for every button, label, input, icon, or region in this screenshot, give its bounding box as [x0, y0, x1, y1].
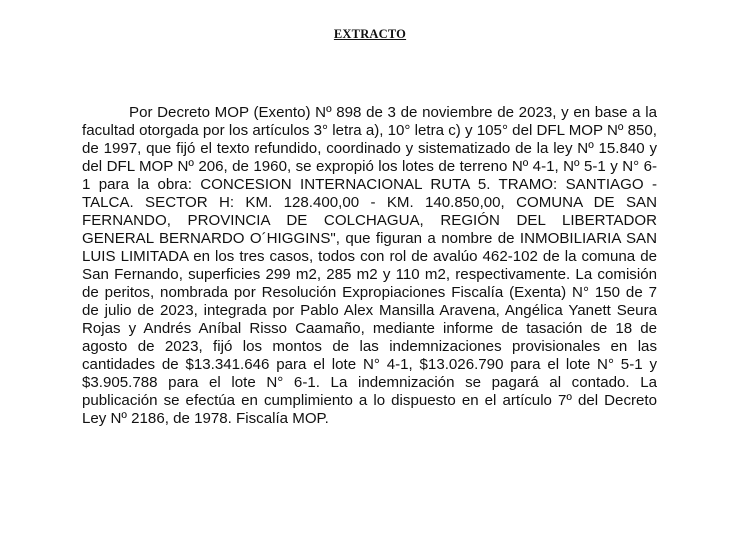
- document-body-paragraph: Por Decreto MOP (Exento) Nº 898 de 3 de noviembre de 2023, y en base a la facultad otorgada por los artículos 3° letra a), 10° letra c) y 105° del DFL MOP Nº 850, de 1997, que fijó el texto refundido, coordinado y sistematizado de la ley Nº 15.840 y del DFL MOP Nº 206, de 1960, se expropió los lotes de terreno Nº 4-1, Nº 5-1 y N° 6-1 para la obra: CONCESION INTERNACIONAL RUTA 5. TRAMO: SANTIAGO - TALCA. SECTOR H: KM. 128.400,00 - KM. 140.850,00, COMUNA DE SAN FERNANDO, PROVINCIA DE COLCHAGUA, REGIÓN DEL LIBERTADOR GENERAL BERNARDO O´HIGGINS", que figuran a nombre de INMOBILIARIA SAN LUIS LIMITADA en los tres casos, todos con rol de avalúo 462-102 de la comuna de San Fernando, superficies 299 m2, 285 m2 y 110 m2, respectivamente. La comisión de peritos, nombrada por Resolución Expropiaciones Fiscalía (Exenta) N° 150 de 7 de julio de 2023, integrada por Pablo Alex Mansilla Aravena, Angélica Yanett Seura Rojas y Andrés Aníbal Risso Caamaño, mediante informe de tasación de 18 de agosto de 2023, fijó los montos de las indemnizaciones provisionales en las cantidades de $13.341.646 para el lote N° 4-1, $13.026.790 para el lote N° 5-1 y $3.905.788 para el lote N° 6-1. La indemnización se pagará al contado. La publicación se efectúa en cumplimiento a lo dispuesto en el artículo 7º del Decreto Ley Nº 2186, de 1978. Fiscalía MOP.: [82, 104, 657, 427]
- document-title: EXTRACTO: [333, 27, 407, 41]
